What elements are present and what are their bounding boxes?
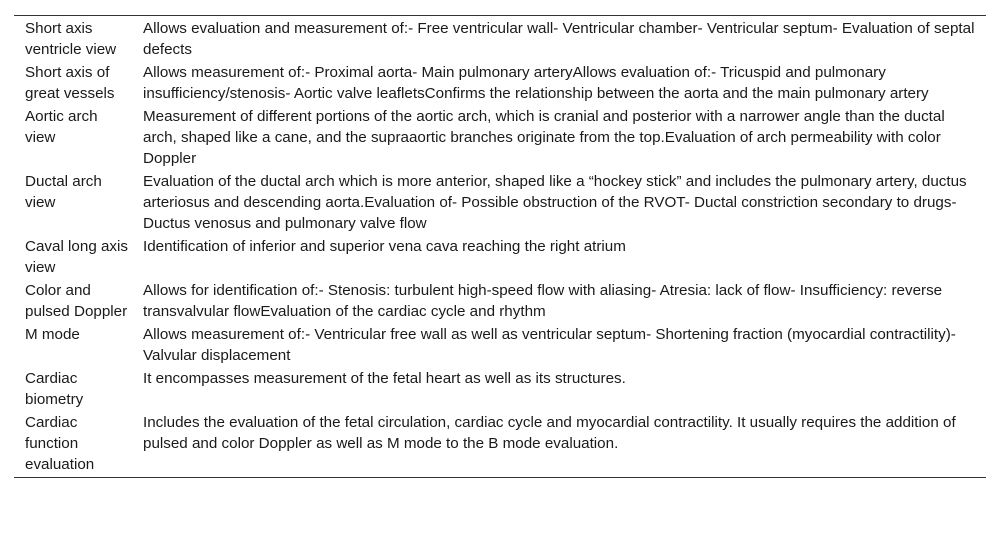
- table-row: [14, 105, 986, 170]
- row-description: Allows for identification of:- Stenosis: turbulent high-speed flow with aliasing- Atresia: lack of flow- Insufficiency: reverse transvalvular flowEvaluation of the cardiac cycle and rhythm: [143, 282, 943, 320]
- row-description: Includes the evaluation of the fetal circulation, cardiac cycle and myocardial contractility. It usually requires the addition of pulsed and color Doppler as well as M mode to the B mode evaluation.: [143, 414, 956, 452]
- row-term: Short axis ventricle view: [25, 20, 117, 58]
- row-term: Aortic arch view: [25, 108, 98, 146]
- table-row: [14, 61, 986, 105]
- table-row: [14, 411, 986, 477]
- fetal-echo-views-table-container: [14, 15, 986, 478]
- row-description: Identification of inferior and superior vena cava reaching the right atrium: [143, 238, 626, 255]
- table-row: [14, 367, 986, 411]
- row-description: Allows measurement of:- Ventricular free wall as well as ventricular septum- Shortening fraction (myocardial contractility)- Valvular displacement: [143, 326, 956, 364]
- row-description: Evaluation of the ductal arch which is more anterior, shaped like a “hockey stick” and includes the pulmonary artery, ductus arteriosus and descending aorta.Evaluation of- Possible obstruction of the RVOT- Ductal constriction secondary to drugs- Ductus venosus and pulmonary valve flow: [143, 173, 967, 232]
- row-term: Short axis of great vessels: [25, 64, 115, 102]
- row-term: Cardiac function evaluation: [25, 414, 95, 473]
- table-row: [14, 170, 986, 235]
- row-term: Ductal arch view: [25, 173, 102, 211]
- table-row: [14, 279, 986, 323]
- fetal-echo-views-table: [14, 16, 986, 477]
- row-description: Measurement of different portions of the aortic arch, which is cranial and posterior with a narrower angle than the ductal arch, shaped like a cane, and the supraaortic branches originate from the top.Evaluation of arch permeability with color Doppler: [143, 108, 945, 167]
- row-term: M mode: [25, 326, 80, 343]
- row-term: Caval long axis view: [25, 238, 128, 276]
- table-row: [14, 16, 986, 61]
- row-description: It encompasses measurement of the fetal heart as well as its structures.: [143, 370, 626, 387]
- row-description: Allows measurement of:- Proximal aorta- Main pulmonary arteryAllows evaluation of:- Tricuspid and pulmonary insufficiency/stenosis- Aortic valve leafletsConfirms the relationship between the aorta and the main pulmonary artery: [143, 64, 929, 102]
- row-term: Cardiac biometry: [25, 370, 84, 408]
- row-description: Allows evaluation and measurement of:- Free ventricular wall- Ventricular chamber- Ventricular septum- Evaluation of septal defects: [143, 20, 975, 58]
- row-term: Color and pulsed Doppler: [25, 282, 128, 320]
- table-row: [14, 235, 986, 279]
- table-row: [14, 323, 986, 367]
